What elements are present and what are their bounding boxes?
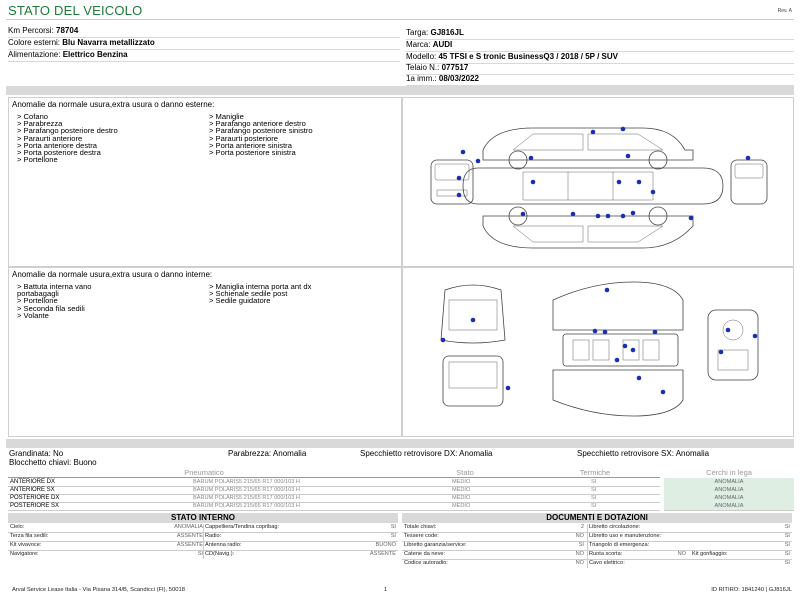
info-telaio: Telaio N.: 077517 [406,62,794,75]
damage-dot [637,180,642,185]
list-item: > Cofano [17,112,49,121]
list-item: > Schienale sedile post [209,289,288,299]
exterior-diagram-panel [402,97,794,267]
damage-dot [719,350,724,355]
tyres-header-termiche: Termiche [579,468,611,477]
list-item: > Seconda fila sedili [17,303,85,313]
documenti-title: DOCUMENTI E DOTAZIONI [402,513,792,523]
damage-dot [617,180,622,185]
table-row: POSTERIORE SX BARUM POLARIS5 215/65 R17 000/103 H MEDIO SI [8,502,660,511]
section-divider-band [6,86,794,95]
interior-car-diagram [433,280,773,420]
tyres-table [8,468,794,510]
damage-dot [637,376,642,381]
damage-dot [471,318,476,323]
damage-dot [653,330,658,335]
car-front-view [431,160,473,204]
list-item: > Parabrezza [17,119,63,129]
header-divider [6,19,794,20]
list-item: > Porta posteriore sinistra [209,148,296,158]
exterior-title: Anomalie da normale usura,extra usura o danno esterne: [12,100,215,109]
car-top-view [463,168,723,204]
info-modello: Modello: 45 TFSI e S tronic BusinessQ3 / 2018 / 5P / SUV [406,51,794,64]
damage-dot [726,328,731,333]
info-alimentazione: Alimentazione: Elettrico Benzina [8,49,400,62]
damage-dot [521,212,526,217]
car-boot-view [441,285,505,343]
car-side-view-top [483,128,693,169]
list-item: > Parafango anteriore destro [209,119,306,129]
cerchi-cell: ANOMALIA [664,478,794,487]
interior-list-col2 [209,283,311,305]
list-item: > Maniglia interna porta ant dx [209,282,312,291]
damage-dot [631,348,636,353]
list-item: > Portellone [17,296,58,306]
stato-interno-title: STATO INTERNO [8,513,398,523]
list-item: > Maniglie [209,112,244,121]
damage-dot [441,338,446,343]
list-item: > Porta posteriore destra [17,148,101,158]
table-row: ANTERIORE SX BARUM POLARIS5 215/65 R17 000/103 H MEDIO SI [8,486,660,495]
specchietto-dx-status: Specchietto retrovisore DX: Anomalia [360,449,493,458]
cerchi-cell: ANOMALIA [664,494,794,503]
damage-dot [661,390,666,395]
info-immatricolazione: 1a imm.: 08/03/2022 [406,73,794,86]
damage-dot [753,334,758,339]
damage-dot [571,212,576,217]
exterior-list-col2 [209,113,313,156]
stato-interno-table: Cielo: ANOMALIA Cappelliera/Tendina copribag: SI Terza fila sedili: ASSENTE Radio: SI Kit vivavoce: ASSENTE Antenna radio: BUONO Navigatore: SI CD(Navig.): ASSENTE [10,524,396,557]
damage-dot [689,216,694,221]
interior-list-col1 [17,283,92,319]
info-marca: Marca: AUDI [406,39,794,52]
damage-dot [621,214,626,219]
list-item: portabagagli [17,289,59,299]
car-rear-view [731,160,767,204]
list-item: > Parafango posteriore destro [17,126,118,136]
footer-ritiro-id: ID RITIRO: 1841240 | GJ816JL [711,587,792,593]
damage-dot [631,211,636,216]
damage-dot [476,159,481,164]
damage-dot [596,214,601,219]
damage-dot [529,156,534,161]
specchietto-sx-status: Specchietto retrovisore SX: Anomalia [577,449,710,458]
info-targa: Targa: GJ816JL [406,27,794,40]
interior-diagram-panel [402,267,794,437]
footer-page-number: 1 [384,587,388,593]
damage-dot [457,176,462,181]
list-item: > Paraurti anteriore [17,133,83,143]
interior-anomalies-panel [8,267,402,437]
page-title: STATO DEL VEICOLO [8,3,143,18]
footer-company: Arval Service Lease Italia - Via Pisana 314/B, Scandicci (FI), 50018 [12,587,185,593]
info-colore: Colore esterni: Blu Navarra metallizzato [8,37,400,50]
damage-dot [457,193,462,198]
damage-dot [651,190,656,195]
list-item: > Parafango posteriore sinistro [209,126,313,136]
damage-dot [623,344,628,349]
damage-dot [603,330,608,335]
list-item: > Portellone [17,155,58,165]
cerchi-cell: ANOMALIA [664,486,794,495]
damage-dot [591,130,596,135]
list-item: > Paraurti posteriore [209,133,279,143]
table-row: POSTERIORE DX BARUM POLARIS5 215/65 R17 000/103 H MEDIO SI [8,494,660,503]
damage-dot [621,127,626,132]
damage-dot [593,329,598,334]
interior-title: Anomalie da normale usura,extra usura o danno interne: [12,270,213,279]
car-cabin-view [553,282,683,416]
list-item: > Battuta interna vano [17,282,92,291]
exterior-car-diagram [423,120,773,255]
blocchetto-status: Blocchetto chiavi: Buono [9,458,97,467]
car-door-view [443,356,503,406]
damage-dot [531,180,536,185]
exterior-anomalies-panel [8,97,402,267]
damage-dot [506,386,511,391]
damage-dot [605,288,610,293]
cerchi-cell: ANOMALIA [664,502,794,511]
documenti-table: Totale chiavi: 2 Libretto circolazione: SI Tessere code: NO Libretto uso e manutenzione: SI Libretto garanzia/service: SI Triangolo di emergenza: SI Catene da neve: NO Ruota scorta: NO Kit gonfiaggio: SI Codice autoradio: NO Cavo elettrico: SI [404,524,790,566]
list-item: > Volante [17,310,49,320]
revision-label: Rev. A [777,8,792,14]
table-row: ANTERIORE DX BARUM POLARIS5 215/65 R17 000/103 H MEDIO SI [8,478,660,487]
damage-dot [606,214,611,219]
section-divider-band [6,439,794,448]
list-item: > Sedile guidatore [209,296,271,306]
tyres-header-stato: Stato [456,468,474,477]
damage-dot [461,150,466,155]
tyres-header-pneumatico: Pneumatico [184,468,224,477]
car-dashboard-view [708,310,758,380]
damage-dot [615,358,620,363]
list-item: > Porta anteriore sinistra [209,140,292,150]
damage-dot [746,156,751,161]
exterior-list-col1 [17,113,118,163]
info-km: Km Percorsi: 78704 [8,25,400,38]
grandinata-status: Grandinata: No [9,449,64,458]
damage-dot [626,154,631,159]
car-side-view-bottom [483,207,693,248]
list-item: > Porta anteriore destra [17,140,97,150]
parabrezza-status: Parabrezza: Anomalia [228,449,307,458]
tyres-header-cerchi: Cerchi in lega [706,468,752,477]
